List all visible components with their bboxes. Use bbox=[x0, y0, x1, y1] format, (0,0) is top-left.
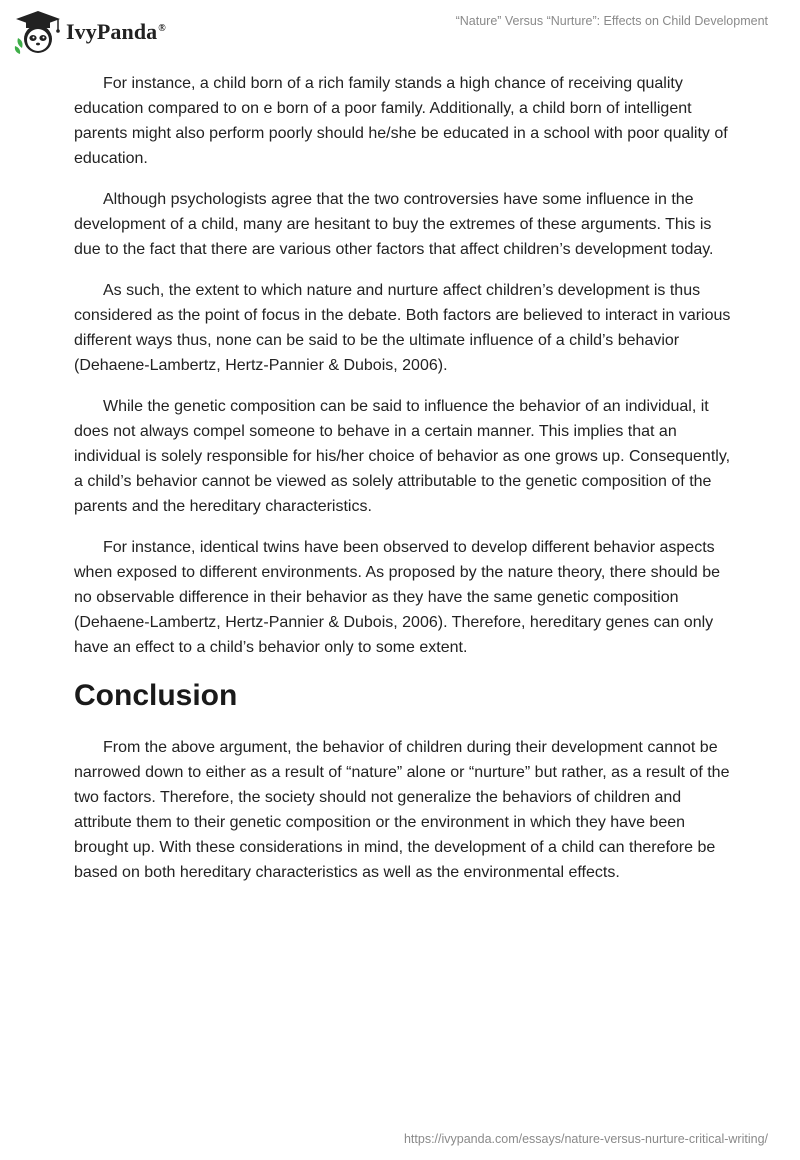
conclusion-heading: Conclusion bbox=[74, 679, 238, 712]
essay-content bbox=[74, 71, 734, 901]
conclusion-paragraph: From the above argument, the behavior of children during their development cannot be narrowed down to either as a result of “nature” alone or “nurture” but rather, as a result of the two factors. Therefore, the society should not generalize the behaviors of children and attribute them to their genetic composition or the environment in which they have been brought up. With these considerations in mind, the development of a child can therefore be based on both hereditary characteristics as well as the environmental effects. bbox=[74, 739, 730, 881]
paragraph: While the genetic composition can be said to influence the behavior of an individual, it does not always compel someone to behave in a certain manner. This implies that an individual is solely responsible for his/her choice of behavior as one grows up. Consequently, a child’s behavior cannot be viewed as solely attributable to the genetic composition of the parents and the hereditary characteristics. bbox=[74, 398, 731, 515]
paragraph: For instance, a child born of a rich family stands a high chance of receiving quality education compared to on e born of a poor family. Additionally, a child born of intelligent parents might also perform poorly should he/she be educated in a school with poor quality of education. bbox=[74, 75, 728, 167]
paragraph: As such, the extent to which nature and nurture affect children’s development is thus considered as the point of focus in the debate. Both factors are believed to interact in various different ways thus, none can be said to be the ultimate influence of a child’s behavior (Dehaene-Lambertz, Hertz-Pannier & Dubois, 2006). bbox=[74, 282, 731, 374]
source-url[interactable]: https://ivypanda.com/essays/nature-versus-nurture-critical-writing/ bbox=[403, 1132, 768, 1146]
logo[interactable] bbox=[14, 8, 166, 56]
paragraph: Although psychologists agree that the two controversies have some influence in the development of a child, many are hesitant to buy the extremes of these arguments. This is due to the fact that there are various other factors that affect children’s development today. bbox=[74, 191, 714, 258]
logo-text: IvyPanda® bbox=[66, 19, 166, 44]
running-title: “Nature” Versus “Nurture”: Effects on Child Development bbox=[455, 14, 768, 28]
paragraph: For instance, identical twins have been observed to develop different behavior aspects when exposed to different environments. As proposed by the nature theory, there should be no observable difference in their behavior as they have the same genetic composition (Dehaene-Lambertz, Hertz-Pannier & Dubois, 2006). Therefore, hereditary genes can only have an effect to a child’s behavior only to some extent. bbox=[74, 539, 721, 656]
page-header bbox=[0, 0, 800, 70]
panda-graduate-icon bbox=[14, 8, 62, 56]
